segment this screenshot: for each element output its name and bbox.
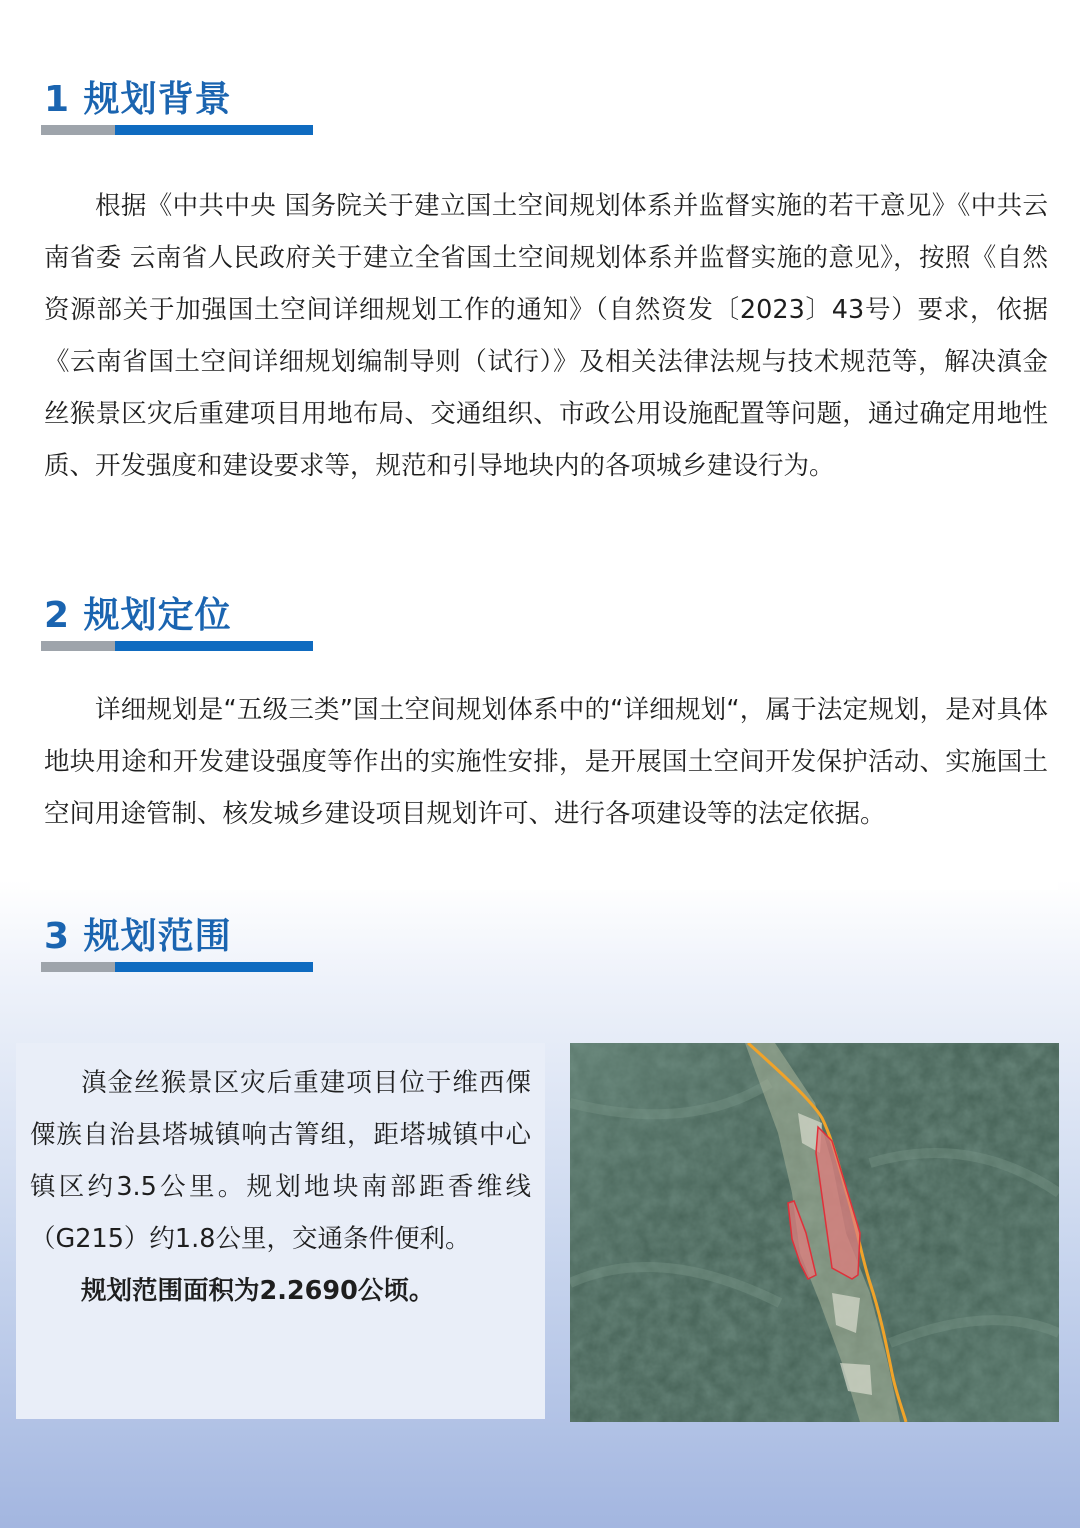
section-2-paragraph: 详细规划是“五级三类”国土空间规划体系中的“详细规划“，属于法定规划，是对具体地块用途和开发建设强度等作出的实施性安排，是开展国土空间开发保护活动、实施国土空间用途管制、核发城乡建设项目规划许可、进行各项建设等的法定依据。: [44, 695, 1048, 829]
section-3-title-bar: [41, 962, 313, 972]
satellite-map: [570, 1043, 1059, 1422]
satellite-map-graphic: [570, 1043, 1059, 1422]
section-2-title-bar: [41, 641, 313, 651]
planning-scope-box: [16, 1043, 545, 1419]
planning-area-text: 规划范围面积为2.2690公顷。: [81, 1276, 435, 1306]
section-1-paragraph: 根据《中共中央 国务院关于建立国土空间规划体系并监督实施的若干意见》《中共云南省委 云南省人民政府关于建立全省国土空间规划体系并监督实施的意见》，按照《自然资源部关于加强国土空间详细规划工作的通知》（自然资发〔2023〕43号）要求，依据《云南省国土空间详细规划编制导则（试行）》及相关法律法规与技术规范等，解决滇金丝猴景区灾后重建项目用地布局、交通组织、市政公用设施配置等问题，通过确定用地性质、开发强度和建设要求等，规范和引导地块内的各项城乡建设行为。: [44, 191, 1048, 481]
section-1-title: 1 规划背景: [44, 79, 232, 120]
section-3-title: 3 规划范围: [44, 916, 232, 957]
section-1-title-bar: [41, 125, 313, 135]
planning-scope-text: 滇金丝猴景区灾后重建项目位于维西傈僳族自治县塔城镇响古箐组，距塔城镇中心镇区约3.5公里。规划地块南部距香维线（G215）约1.8公里，交通条件便利。: [30, 1068, 531, 1254]
section-2-title: 2 规划定位: [44, 595, 232, 636]
